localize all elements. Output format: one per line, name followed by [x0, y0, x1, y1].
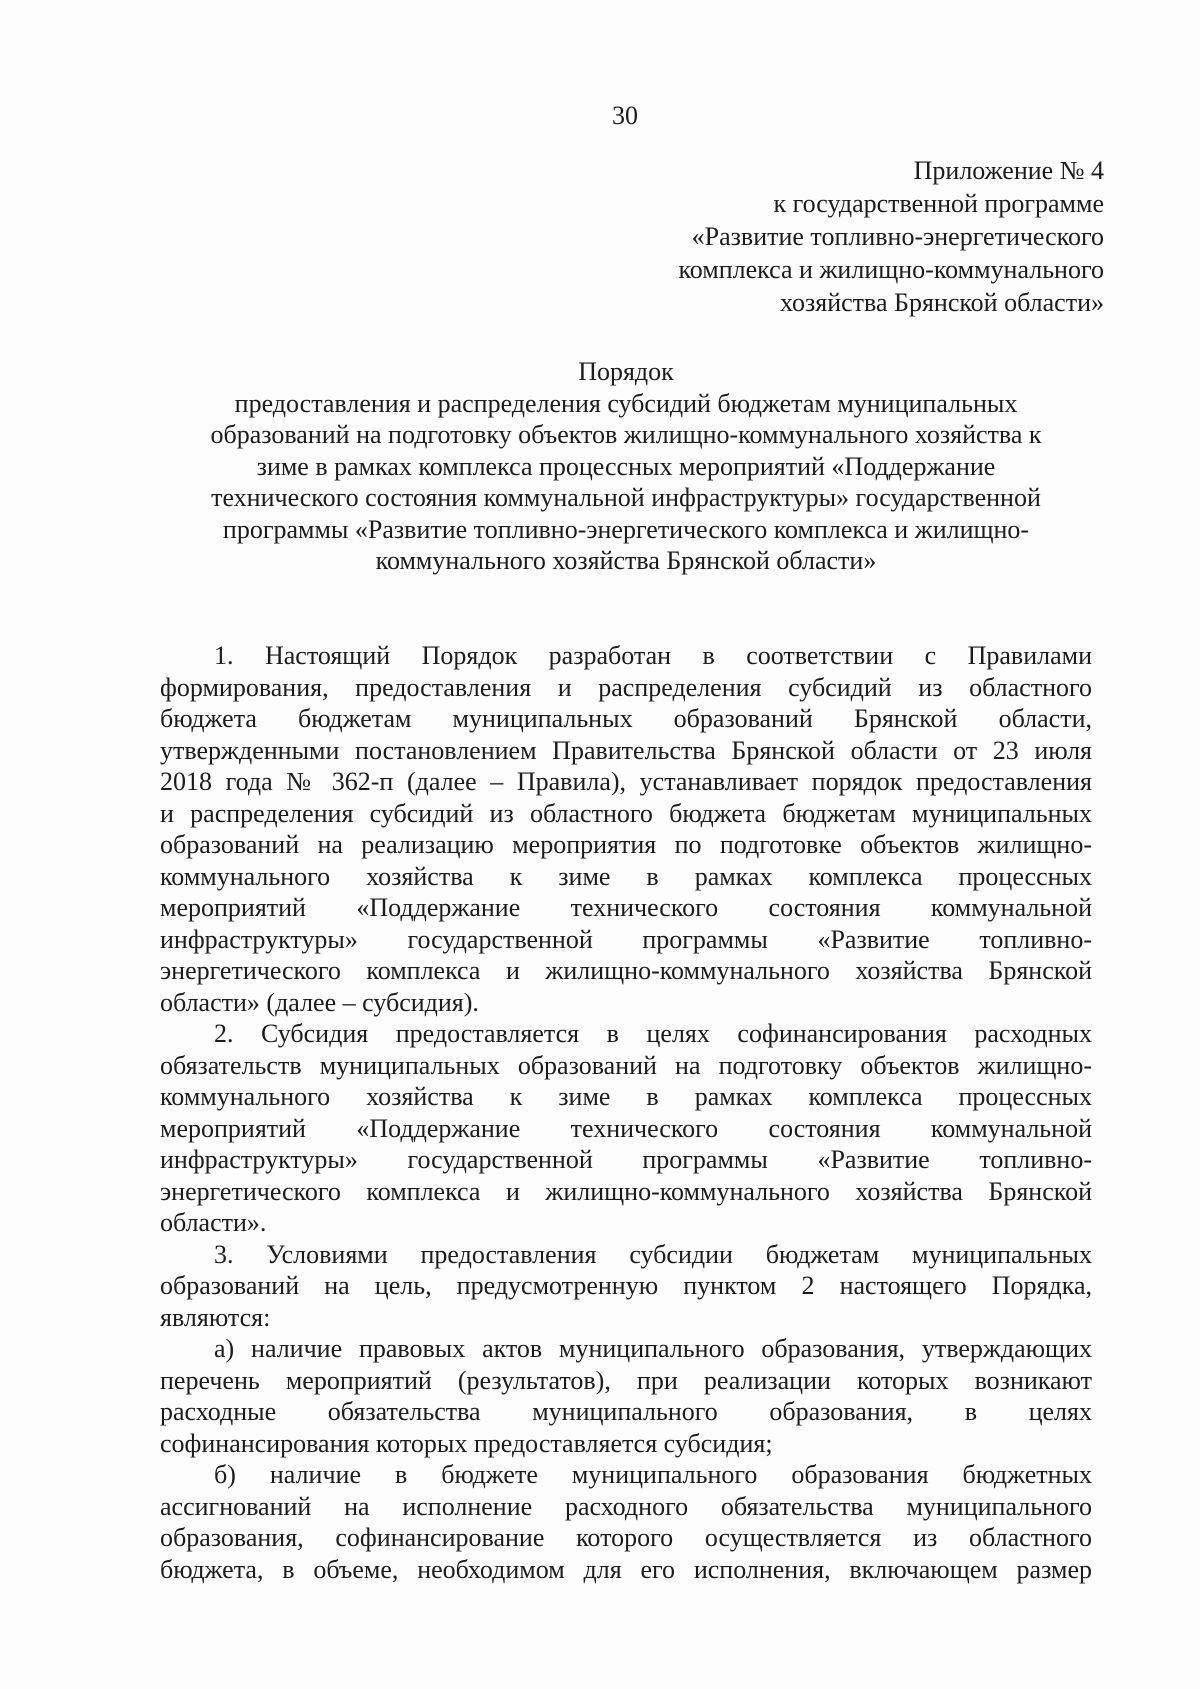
- page-number: 30: [612, 101, 638, 130]
- title-heading: Порядок: [578, 357, 674, 386]
- title-line: коммунального хозяйства Брянской области»: [375, 546, 877, 575]
- paragraph-line: инфраструктуры» государственной программы «Развитие топливно-: [160, 924, 1092, 954]
- paragraph-line: 2018 года № 362-п (далее – Правила), устанавливает порядок предоставления: [160, 767, 1092, 796]
- title-line: предоставления и распределения субсидий бюджетам муниципальных: [234, 388, 1018, 418]
- paragraph-line: расходные обязательства муниципального образования, в целях: [160, 1397, 1092, 1426]
- paragraph: [160, 1459, 1092, 1585]
- title-line: технического состояния коммунальной инфраструктуры» государственной: [211, 483, 1041, 512]
- paragraph-line: а) наличие правовых актов муниципального образования, утверждающих: [214, 1334, 1092, 1363]
- appendix-line: комплекса и жилищно-коммунального: [678, 255, 1104, 284]
- paragraph-line: ассигнований на исполнение расходного обязательства муниципального: [160, 1491, 1092, 1521]
- paragraph-line: области» (далее – субсидия).: [160, 987, 479, 1017]
- paragraph-line: энергетического комплекса и жилищно-коммунального хозяйства Брянской: [160, 1176, 1092, 1206]
- title-line: образований на подготовку объектов жилищно-коммунального хозяйства к: [210, 420, 1042, 449]
- paragraph-line: софинансирования которых предоставляется субсидия;: [160, 1428, 773, 1458]
- paragraph-line: перечень мероприятий (результатов), при реализации которых возникают: [160, 1365, 1092, 1395]
- paragraph-line: образований на цель, предусмотренную пунктом 2 настоящего Порядка,: [160, 1271, 1092, 1300]
- paragraph-line: мероприятий «Поддержание технического состояния коммунальной: [160, 1113, 1092, 1143]
- appendix-line: Приложение № 4: [913, 156, 1104, 185]
- paragraph: [160, 1333, 1092, 1459]
- document-body: [160, 640, 1092, 1585]
- appendix-reference: [678, 154, 1104, 319]
- paragraph-line: обязательств муниципальных образований на подготовку объектов жилищно-: [160, 1050, 1092, 1080]
- appendix-line: хозяйства Брянской области»: [779, 288, 1104, 317]
- paragraph-line: области».: [160, 1208, 267, 1237]
- paragraph-line: формирования, предоставления и распределения субсидий из областного: [160, 672, 1092, 702]
- paragraph-line: образований на реализацию мероприятия по подготовке объектов жилищно-: [160, 830, 1092, 859]
- paragraph-line: бюджета бюджетам муниципальных образований Брянской области,: [160, 704, 1092, 733]
- paragraph-line: и распределения субсидий из областного бюджета бюджетам муниципальных: [160, 798, 1092, 828]
- paragraph: [160, 1018, 1092, 1239]
- appendix-line: «Развитие топливно-энергетического: [691, 222, 1104, 251]
- paragraph-line: утвержденными постановлением Правительства Брянской области от 23 июля: [160, 735, 1092, 765]
- document-title: [160, 356, 1092, 577]
- paragraph-line: 1. Настоящий Порядок разработан в соответствии с Правилами: [214, 641, 1092, 670]
- paragraph-line: энергетического комплекса и жилищно-коммунального хозяйства Брянской: [160, 956, 1092, 985]
- paragraph-line: бюджета, в объеме, необходимом для его исполнения, включающем размер: [160, 1554, 1092, 1584]
- paragraph-line: мероприятий «Поддержание технического состояния коммунальной: [160, 893, 1092, 922]
- paragraph-line: инфраструктуры» государственной программы «Развитие топливно-: [160, 1145, 1092, 1174]
- paragraph-line: 3. Условиями предоставления субсидии бюджетам муниципальных: [214, 1239, 1092, 1269]
- title-line: программы «Развитие топливно-энергетического комплекса и жилищно-: [222, 514, 1030, 544]
- appendix-line: к государственной программе: [773, 189, 1104, 218]
- title-line: зиме в рамках комплекса процессных мероприятий «Поддержание: [256, 451, 996, 481]
- paragraph: [160, 1239, 1092, 1334]
- paragraph-line: коммунального хозяйства к зиме в рамках комплекса процессных: [160, 1082, 1092, 1111]
- paragraph-line: образования, софинансирование которого осуществляется из областного: [160, 1523, 1092, 1552]
- paragraph: [160, 640, 1092, 1018]
- paragraph-line: являются:: [160, 1302, 271, 1332]
- paragraph-line: 2. Субсидия предоставляется в целях софинансирования расходных: [214, 1019, 1092, 1048]
- paragraph-line: коммунального хозяйства к зиме в рамках комплекса процессных: [160, 861, 1092, 891]
- paragraph-line: б) наличие в бюджете муниципального образования бюджетных: [214, 1460, 1092, 1489]
